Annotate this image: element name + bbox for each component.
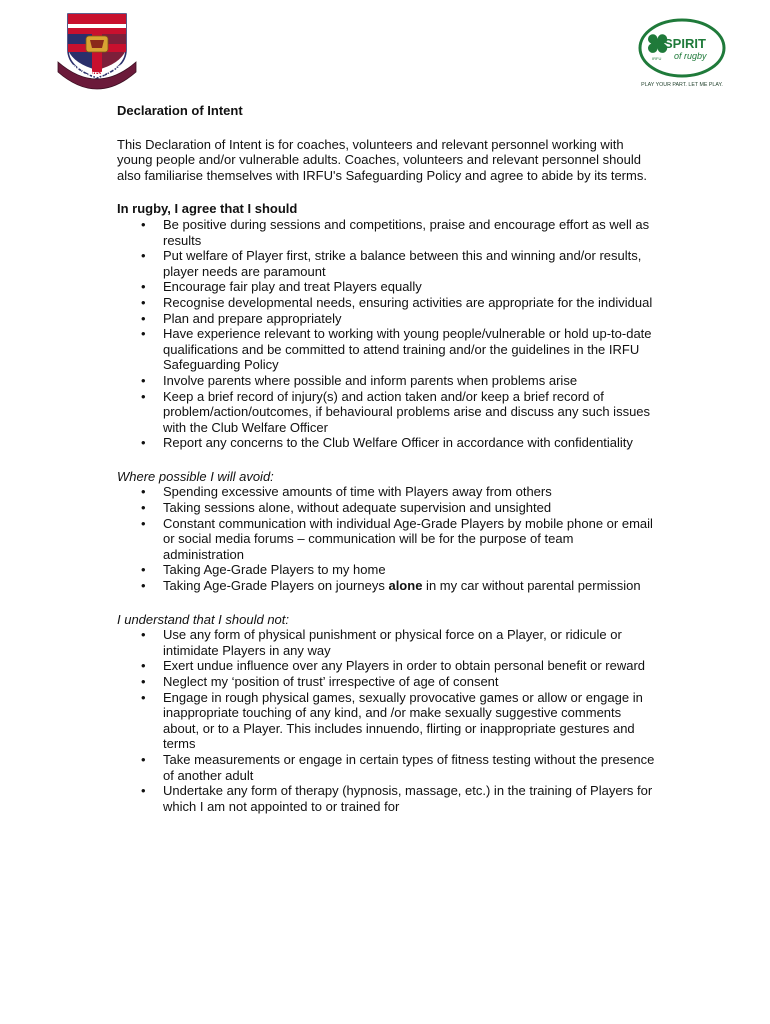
list-item: • Report any concerns to the Club Welfare Officer in accordance with confidentiality <box>117 435 657 451</box>
agree-list <box>117 217 657 451</box>
club-crest-logo <box>54 10 140 90</box>
list-item: • Neglect my ‘position of trust’ irrespective of age of consent <box>117 674 657 690</box>
list-item: • Taking sessions alone, without adequate supervision and unsighted <box>117 500 657 516</box>
list-item: • Engage in rough physical games, sexually provocative games or allow or engage in inappropriate touching of any kind, and /or make sexually suggestive comments about, or to a Player. This includes innuendo, flirting or inappropriate gestures and terms <box>117 690 657 752</box>
club-crest-text: LOUGHREA RFC <box>62 58 132 81</box>
emphasis-alone: alone <box>388 578 423 594</box>
list-item-text: Taking Age-Grade Players on journeys <box>163 578 389 594</box>
document-title: Declaration of Intent <box>117 103 243 118</box>
list-item-text: in my car without parental permission <box>422 578 641 594</box>
spirit-word: SPIRIT <box>664 36 706 51</box>
list-item: • Undertake any form of therapy (hypnosis, massage, etc.) in the training of Players for which I am not appointed to or trained for <box>117 783 657 814</box>
list-item: • Spending excessive amounts of time with Players away from others <box>117 484 657 500</box>
list-item: • Taking Age-Grade Players to my home <box>117 562 657 578</box>
intro-paragraph: This Declaration of Intent is for coaches, volunteers and relevant personnel working with young people and/or vulnerable adults. Coaches, volunteers and relevant personnel should also familiarise themselves with IRFU's Safeguarding Policy and agree to abide by its terms. <box>117 136 647 183</box>
section-should-not-heading: I understand that I should not: <box>117 611 290 627</box>
list-item: • Keep a brief record of injury(s) and action taken and/or keep a brief record of problem/action/outcomes, if behavioural problems arise and discuss any such issues with the Club Welfare Officer <box>117 389 657 436</box>
avoid-list <box>117 484 657 593</box>
list-item: • Plan and prepare appropriately <box>117 311 657 327</box>
should-not-list <box>117 627 657 814</box>
spirit-small: IRFU <box>652 56 662 61</box>
spirit-of-rugby-logo <box>634 14 730 90</box>
list-item: • Put welfare of Player first, strike a balance between this and winning and/or results, player needs are paramount <box>117 248 657 279</box>
spirit-sub: of rugby <box>674 51 707 61</box>
spirit-tagline: PLAY YOUR PART. LET ME PLAY. <box>641 82 723 88</box>
list-item: • Have experience relevant to working with young people/vulnerable or hold up-to-date qualifications and be committed to attend training and/or the guidelines in the IRFU Safeguarding Policy <box>117 326 657 373</box>
list-item: • Involve parents where possible and inform parents when problems arise <box>117 373 657 389</box>
list-item <box>117 578 657 594</box>
list-item: • Take measurements or engage in certain types of fitness testing without the presence of another adult <box>117 752 657 783</box>
section-agree-heading: In rugby, I agree that I should <box>117 201 298 217</box>
list-item: • Recognise developmental needs, ensuring activities are appropriate for the individual <box>117 295 657 311</box>
section-avoid-heading: Where possible I will avoid: <box>117 468 274 484</box>
list-item: • Exert undue influence over any Players in order to obtain personal benefit or reward <box>117 658 657 674</box>
document-body <box>117 103 657 832</box>
list-item: • Be positive during sessions and competitions, praise and encourage effort as well as results <box>117 217 657 248</box>
list-item: • Use any form of physical punishment or physical force on a Player, or ridicule or intimidate Players in any way <box>117 627 657 658</box>
list-item: • Constant communication with individual Age-Grade Players by mobile phone or email or social media forums – communication will be for the purpose of team administration <box>117 516 657 563</box>
list-item: • Encourage fair play and treat Players equally <box>117 279 657 295</box>
